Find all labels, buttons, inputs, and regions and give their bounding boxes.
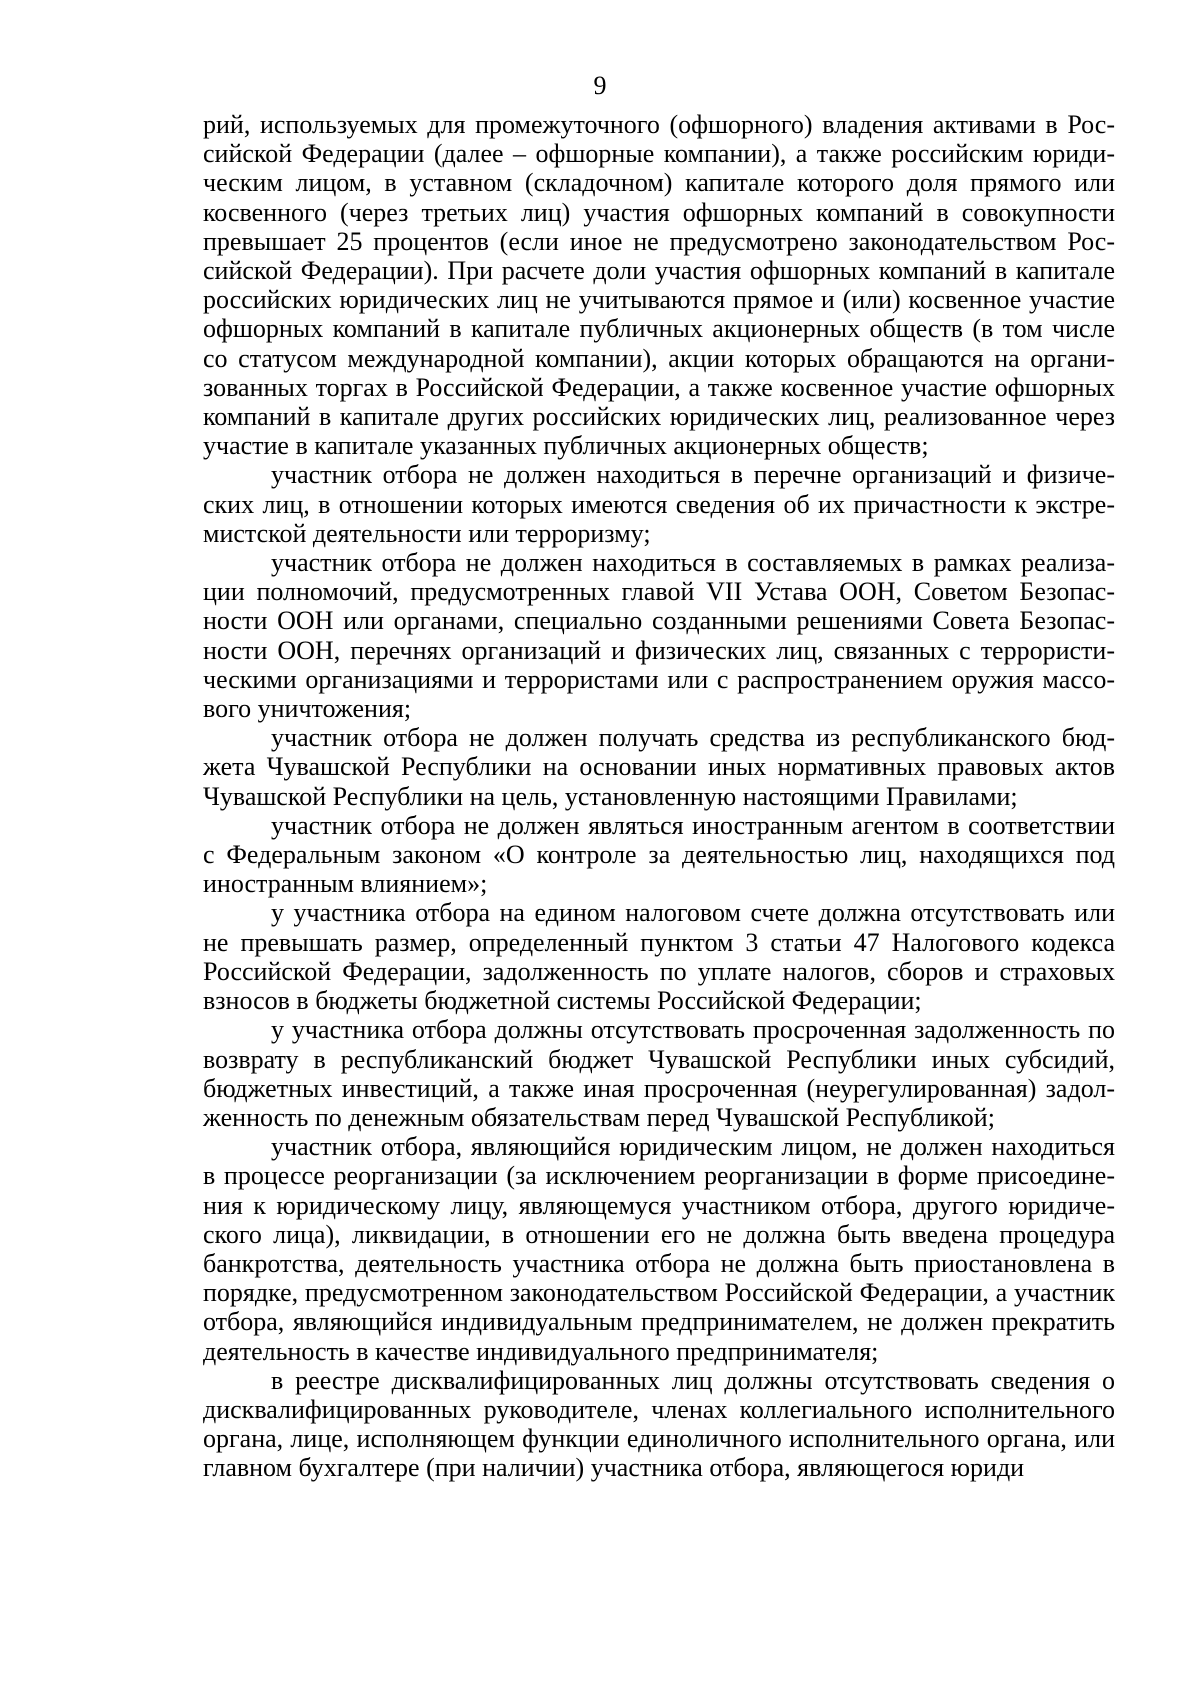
paragraph-foreign-agent: участник отбора не должен являться иностранным агентом в соответствии с Федеральным законом «О контроле за деятельностью лиц, находящихся под иностранным влиянием»; — [203, 810, 1115, 899]
paragraph-overdue-debt: у участника отбора должны отсутствовать просроченная задолженность по возврату в республиканский бюджет Чувашской Республики иных субсидий, бюджетных инвестиций, а также иная просроченная (неурегулированная) задолженность по денежным обязательствам перед Чувашской Республикой; — [203, 1015, 1115, 1132]
paragraph-tax-debt: у участника отбора на едином налоговом счете должна отсутствовать или не превышать размер, определенный пунктом 3 статьи 47 Налогового кодекса Российской Федерации, задолженность по уплате налогов, сборов и страховых взносов в бюджеты бюджетной системы Российской Федерации; — [203, 898, 1115, 1016]
paragraph-no-other-funding: участник отбора не должен получать средства из республиканского бюджета Чувашской Республики на основании иных нормативных правовых актов Чувашской Республики на цель, установленную настоящими Правилами; — [203, 723, 1115, 811]
paragraph-reorganization: участник отбора, являющийся юридическим лицом, не должен находиться в процессе реорганизации (за исключением реорганизации в форме присоединения к юридическому лицу, являющемуся участником отбора, другого юридического лица), ликвидации, в отношении его не должна быть введена процедура банкротства, деятельность участника отбора не должна быть приостановлена в порядке, предусмотренном законодательством Российской Федерации, а участник отбора, являющийся индивидуальным предпринимателем, не должен прекратить деятельность в качестве индивидуального предпринимателя; — [203, 1132, 1115, 1366]
paragraph-extremism-list: участник отбора не должен находиться в перечне организаций и физических лиц, в отношении которых имеются сведения об их причастности к экстремистской деятельности или терроризму; — [203, 460, 1115, 548]
paragraph-disqualified-persons: в реестре дисквалифицированных лиц должны отсутствовать сведения о дисквалифицированных руководителе, членах коллегиального исполнительного органа, лице, исполняющем функции единоличного исполнительного органа, или главном бухгалтере (при наличии) участника отбора, являющегося юриди — [203, 1365, 1115, 1483]
document-body — [203, 110, 1115, 1483]
paragraph-continued: рий, используемых для промежуточного (офшорного) владения активами в Российской Федерации (далее – офшорные компании), а также российским юридическим лицом, в уставном (складочном) капитале которого доля прямого или косвенного (через третьих лиц) участия офшорных компаний в совокупности превышает 25 процентов (если иное не предусмотрено законодательством Российской Федерации). При расчете доли участия офшорных компаний в капитале российских юридических лиц не учитываются прямое и (или) косвенное участие офшорных компаний в капитале публичных акционерных обществ (в том числе со статусом международной компании), акции которых обращаются на организованных торгах в Российской Федерации, а также косвенное участие офшорных компаний в капитале других российских юридических лиц, реализованное через участие в капитале указанных публичных акционерных обществ; — [203, 110, 1115, 461]
paragraph-un-sanctions-list: участник отбора не должен находиться в составляемых в рамках реализации полномочий, предусмотренных главой VII Устава ООН, Советом Безопасности ООН или органами, специально созданными решениями Совета Безопасности ООН, перечнях организаций и физических лиц, связанных с террористическими организациями и террористами или с распространением оружия массового уничтожения; — [203, 548, 1115, 724]
page-number: 9 — [593, 71, 607, 100]
